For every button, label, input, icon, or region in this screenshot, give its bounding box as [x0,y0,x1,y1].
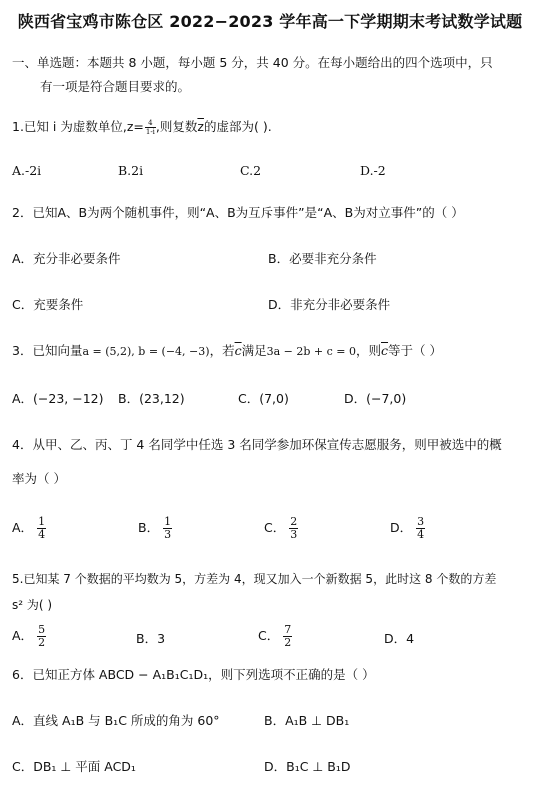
q1-stem-part: ,则复数 [155,119,198,134]
q2-option-a: A．充分非必要条件 [12,251,121,266]
q3-stem-part: ，若 [209,343,235,358]
q1-fraction-denominator: 1-i [145,128,155,136]
q6-option-a: A．直线 A₁B 与 B₁C 所成的角为 60° [12,713,220,728]
q5-option-d: D．4 [384,631,415,646]
question-4: 4．从甲、乙、丙、丁 4 名同学中任选 3 名同学参加环保宣传志愿服务，则甲被选中的概 [12,437,502,452]
question-4-continued: 率为（ ） [12,471,66,486]
q2-option-d: D．非充分非必要条件 [268,297,391,312]
fraction-numerator: 3 [417,515,425,528]
q3-stem-part: 等于（ ） [388,343,443,358]
fraction-denominator: 2 [284,636,292,649]
q5-option-b: B．3 [136,631,166,646]
fraction-numerator: 2 [290,515,298,528]
q5-option-label: C． [258,628,280,643]
fraction-numerator: 7 [284,623,292,636]
q6-option-b: B．A₁B ⊥ DB₁ [264,713,350,728]
q4-option-label: D． [390,520,413,535]
q1-stem-part: 1.已知 i 为虚数单位,z= [12,119,144,134]
fraction-numerator: 1 [164,515,172,528]
q3-option-b: B．(23,12) [118,391,185,406]
q3-option-c: C．(7,0) [238,391,289,406]
q4-option-fraction [37,516,46,541]
q3-stem-part: 满足 [241,343,267,358]
fraction-denominator: 4 [38,528,46,541]
q4-option-fraction [416,516,425,541]
page-title: 陕西省宝鸡市陈仓区 2022−2023 学年高一下学期期末考试数学试题 [17,12,523,31]
q6-option-d: D．B₁C ⊥ B₁D [264,759,351,774]
fraction-denominator: 4 [417,528,425,541]
question-1 [12,118,272,136]
q5-option-fraction [283,624,292,649]
q1-option-a: A.-2i [12,163,42,178]
fraction-denominator: 3 [164,528,172,541]
section-heading-continued: 有一项是符合题目要求的。 [40,79,191,94]
q1-stem-part: 的虚部为( ). [203,119,272,134]
q1-fraction [145,119,156,136]
q2-option-b: B．必要非充分条件 [268,251,377,266]
question-5-continued: s² 为( ) [12,598,53,612]
q3-stem-part: ，则 [356,343,382,358]
q1-option-b: B.2i [118,163,144,178]
q5-option-label: A． [12,628,34,643]
q3-vector-c: $\overline{c}$ [381,343,389,358]
question-3 [12,342,442,361]
q5-option-a [12,624,46,649]
q1-option-d: D.-2 [360,163,386,178]
q3-option-a: A．(−23, −12) [12,391,104,406]
fraction-numerator: 1 [38,515,46,528]
q4-option-label: C． [264,520,286,535]
q5-option-fraction [37,624,46,649]
q5-option-c [258,624,292,649]
q3-stem-part: 3．已知向量 [12,343,83,358]
q4-option-a [12,516,46,541]
fraction-denominator: 3 [290,528,298,541]
q6-option-c: C．DB₁ ⊥ 平面 ACD₁ [12,759,136,774]
q4-option-label: A． [12,520,34,535]
q4-option-c [264,516,298,541]
q3-vectors: a = (5,2), b = (−4, −3) [82,345,210,358]
q3-option-d: D．(−7,0) [344,391,407,406]
q4-option-fraction [289,516,298,541]
fraction-denominator: 2 [38,636,46,649]
section-heading: 一、单选题：本题共 8 小题，每小题 5 分，共 40 分。在每小题给出的四个选项中，只 [12,55,493,70]
q4-option-b [138,516,172,541]
question-6: 6．已知正方体 ABCD − A₁B₁C₁D₁，则下列选项不正确的是（ ） [12,667,375,682]
question-5: 5.已知某 7 个数据的平均数为 5，方差为 4，现又加入一个新数据 5，此时这 8 个数的方差 [12,572,497,586]
q3-equation: 3a − 2b + c = 0 [266,345,356,358]
q1-z-conjugate: $\overline{z}$ [197,119,204,134]
q1-fraction-numerator: 4 [145,119,156,128]
q4-option-d [390,516,425,541]
q4-option-fraction [163,516,172,541]
fraction-numerator: 5 [38,623,46,636]
q3-vector-c: $\overline{c}$ [234,343,242,358]
q2-option-c: C．充要条件 [12,297,84,312]
q4-option-label: B． [138,520,160,535]
q1-option-c: C.2 [240,163,262,178]
question-2: 2．已知A、B为两个随机事件，则“A、B为互斥事件”是“A、B为对立事件”的（ ） [12,205,464,220]
